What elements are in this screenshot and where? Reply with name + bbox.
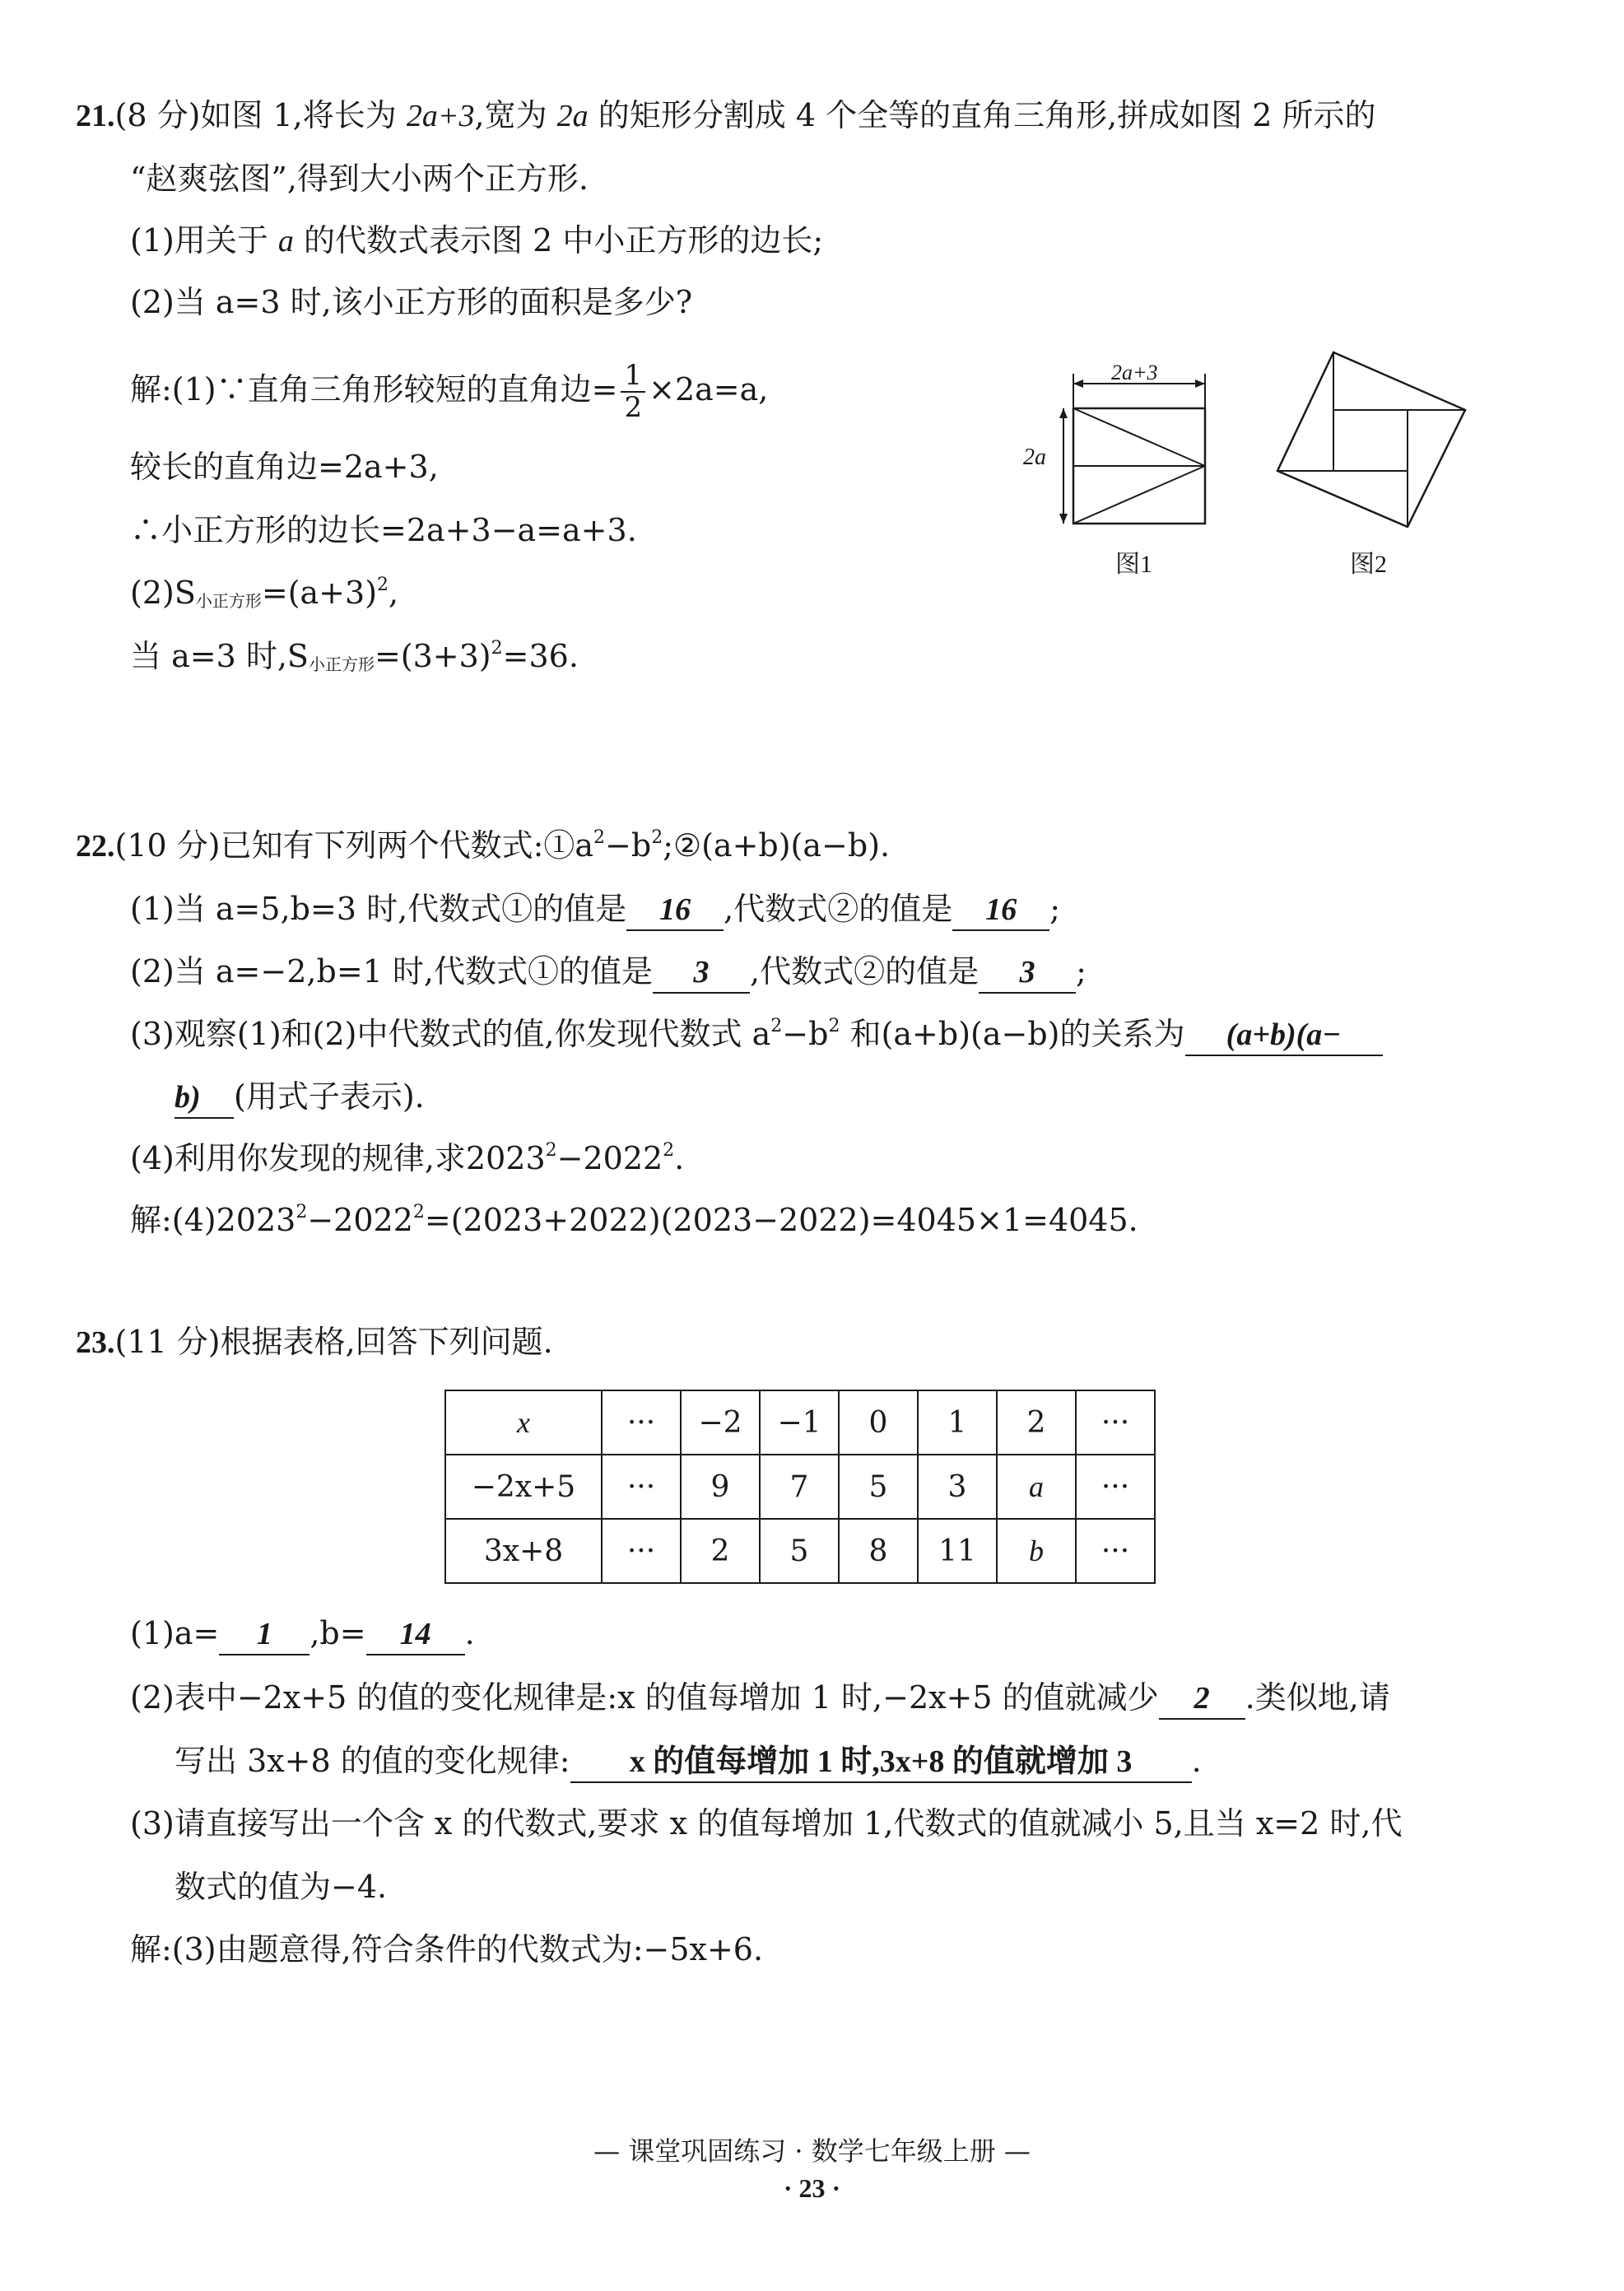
fig1-top-arrow-right — [1195, 380, 1205, 388]
fig1-side-label: 2a — [1023, 445, 1046, 470]
fig1-top-arrow-left — [1073, 380, 1083, 388]
fig2-outer-square — [1277, 352, 1465, 527]
fig2-inner-square — [1333, 410, 1408, 471]
q22-answer-3-part2: b) — [174, 1079, 234, 1119]
q21-line2: “赵爽弦图”,得到大小两个正方形. — [130, 161, 589, 197]
q23-part3-line1: (3)请直接写出一个含 x 的代数式,要求 x 的值每增加 1,代数式的值就减小 5,且当 x=2 时,代 — [130, 1805, 1403, 1842]
q22-part1: (1)当 a=5,b=3 时,代数式①的值是 16 ,代数式②的值是 16 ; — [130, 891, 1060, 931]
q22-answer-1a: 16 — [626, 892, 724, 931]
q22-answer-1b: 16 — [952, 892, 1049, 931]
table-row: x ··· −2 −1 0 1 2 ··· — [445, 1390, 1155, 1455]
q23-part2-cont: 写出 3x+8 的值的变化规律: x 的值每增加 1 时,3x+8 的值就增加 3 . — [174, 1743, 1202, 1783]
q22-solution: 解$:(4)2023^2-2022^2=(2023+2022)(2023-2022)=4045\times 1=4045$. — [130, 1202, 1138, 1238]
q22-part3: (3)观察(1)和(2)中代数式的值,你发现代数式 $a^2-b^2$ 和(a+b)(a−b)的关系为 (a+b)(a− — [130, 1016, 1383, 1056]
q22-part3-cont: b) (用式子表示). — [174, 1078, 425, 1119]
q21-line1: 21.(8 分)如图 1,将长为 2a+3,宽为 2a 的矩形分割成 4 个全等的直角三角形,拼成如图 2 所示的 — [76, 97, 1376, 133]
q23-answer-b: 14 — [366, 1616, 465, 1655]
value-table — [444, 1390, 1156, 1584]
fig1-side-arrow-top — [1059, 408, 1068, 418]
fig1-diagonal-top — [1073, 408, 1205, 466]
q23-part1: (1)a= 1 ,b= 14 . — [130, 1615, 475, 1655]
q22-line1: 22.(10 分)已知有下列两个代数式$:①a^2-b^2;②(a+b)(a-b)$. — [76, 827, 891, 864]
q23-answer-rule: x 的值每增加 1 时,3x+8 的值就增加 3 — [570, 1744, 1192, 1783]
q21-solution-line1: 解:(1)∵直角三角形较短的直角边= $\frac{1}{2}$ ×2a=a, — [130, 359, 769, 425]
footer-book-title: — 课堂巩固练习 · 数学七年级上册 — — [593, 2135, 1031, 2167]
fig1-side-arrow-bottom — [1059, 514, 1068, 524]
q22-part4: (4)利用你发现的规律,求$2023^2-2022^2$. — [130, 1140, 685, 1176]
q23-line1: 23.(11 分)根据表格,回答下列问题. — [76, 1324, 553, 1360]
q21-part2: (2)当 a=3 时,该小正方形的面积是多少? — [130, 284, 693, 320]
q21-part1: (1)用关于 a 的代数式表示图 2 中小正方形的边长; — [130, 222, 824, 258]
fig1-caption: 图1 — [1115, 551, 1152, 578]
fraction-one-half: $\frac{1}{2}$ — [621, 361, 645, 424]
q22-answer-3-part1: (a+b)(a− — [1185, 1017, 1383, 1056]
q23-answer-a: 1 — [219, 1616, 309, 1655]
fig1-diagonal-bottom — [1073, 466, 1205, 524]
q22-part2: (2)当 a=−2,b=1 时,代数式①的值是 3 ,代数式②的值是 3 ; — [130, 953, 1087, 994]
q21-solution-line4: $(2)S_{小正方形}=(a+3)^2$, — [130, 575, 399, 611]
fig2-caption: 图2 — [1350, 551, 1387, 578]
q23-solution: 解:(3)由题意得,符合条件的代数式为:−5x+6. — [130, 1931, 764, 1967]
q21-solution-line3: ∴小正方形的边长=2a+3−a=a+3. — [130, 512, 637, 548]
q22-number: 22. — [76, 829, 115, 864]
page-number: · 23 · — [783, 2173, 841, 2203]
table-row: 3x+8 ··· 2 5 8 11 b ··· — [445, 1519, 1155, 1583]
q21-solution-line5: 当 a=3 时$,S_{小正方形}=(3+3)^2=36$. — [130, 638, 579, 674]
figure-2-zhao-shuang-diagram — [1268, 346, 1482, 535]
fig1-top-label: 2a+3 — [1111, 361, 1158, 384]
q22-answer-2a: 3 — [653, 954, 750, 994]
q21-solution-line2: 较长的直角边=2a+3, — [130, 449, 439, 485]
q23-part3-line2: 数式的值为−4. — [174, 1869, 388, 1905]
q21-number: 21. — [76, 99, 115, 133]
q23-part2: (2)表中−2x+5 的值的变化规律是:x 的值每增加 1 时,−2x+5 的值就减少 2 .类似地,请 — [130, 1679, 1390, 1720]
table-row: −2x+5 ··· 9 7 5 3 a ··· — [445, 1455, 1155, 1519]
q22-answer-2b: 3 — [979, 954, 1076, 994]
q23-answer-2: 2 — [1159, 1680, 1245, 1720]
q23-number: 23. — [76, 1325, 115, 1360]
